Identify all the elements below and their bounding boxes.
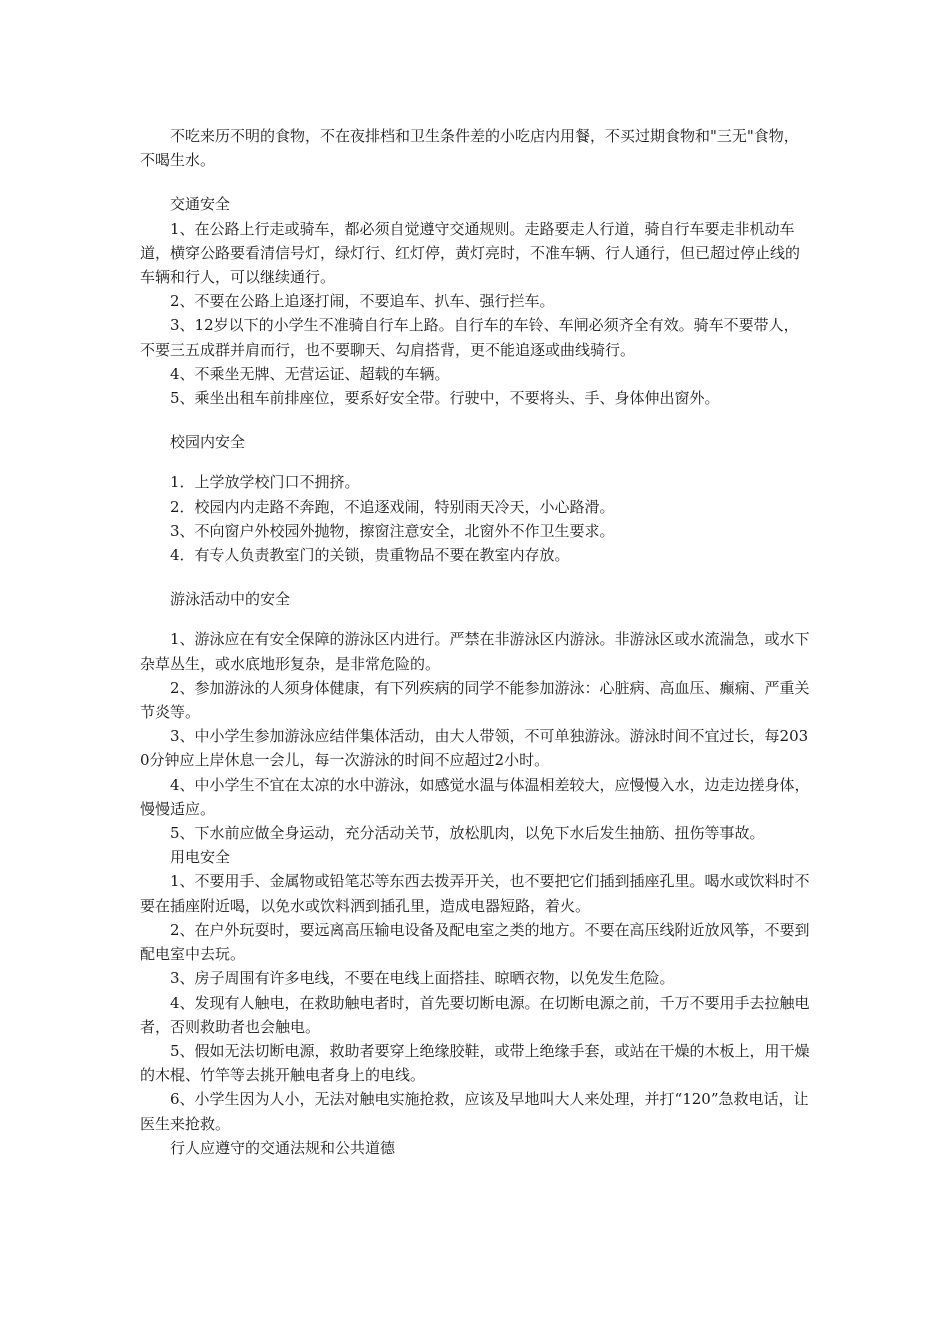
heading-swimming-safety: 游泳活动中的安全 [170, 590, 291, 609]
campus-item: 2．校园内内走路不奔跑，不追逐戏闹，特别雨天冷天，小心路滑。 [170, 497, 615, 516]
swimming-item: 4、中小学生不宜在太凉的水中游泳，如感觉水温与体温相差较大，应慢慢入水，边走边搓身体，慢慢适应。 [140, 775, 810, 818]
heading-campus-safety: 校园内安全 [170, 433, 246, 452]
swimming-item: 3、中小学生参加游泳应结伴集体活动，由大人带领，不可单独游泳。游泳时间不宜过长，每2030分钟应上岸休息一会儿，每一次游泳的时间不应超过2小时。 [140, 727, 809, 770]
spacer [140, 611, 810, 627]
campus-item: 1．上学放学校门口不拥挤。 [170, 473, 360, 492]
swimming-item: 2、参加游泳的人须身体健康，有下列疾病的同学不能参加游泳：心脏病、高血压、癫痫、严重关节炎等。 [140, 678, 810, 722]
electric-item: 4、发现有人触电，在救助触电者时，首先要切断电源。在切断电源之前，千万不要用手去拉触电者，否则救助者也会触电。 [140, 993, 810, 1036]
spacer [140, 567, 810, 587]
traffic-item: 5、乘坐出租车前排座位，要系好安全带。行驶中，不要将头、手、身体伸出窗外。 [170, 389, 720, 408]
campus-item: 4．有专人负责教室门的关锁，贵重物品不要在教室内存放。 [170, 546, 570, 565]
traffic-item: 1、在公路上行走或骑车，都必须自觉遵守交通规则。走路要走人行道，骑自行车要走非机动车道，横穿公路要看清信号灯，绿灯行、红灯停，黄灯亮时，不准车辆、行人通行，但已超过停止线的车辆和行人，可以继续通行。 [140, 219, 801, 287]
electric-item: 6、小学生因为人小，无法对触电实施抢救，应该及早地叫大人来处理，并打“120”急救电话，让医生来抢救。 [140, 1090, 809, 1133]
traffic-item: 2、不要在公路上追逐打闹，不要追车、扒车、强行拦车。 [170, 292, 555, 311]
document-body [140, 124, 810, 1160]
heading-electric-safety: 用电安全 [170, 848, 231, 867]
heading-pedestrian-rules: 行人应遵守的交通法规和公共道德 [170, 1138, 396, 1157]
traffic-item: 3、12岁以下的小学生不准骑自行车上路。自行车的车铃、车闸必须齐全有效。骑车不要带人，不要三五成群并肩而行，也不要聊天、勾肩搭背，更不能追逐或曲线骑行。 [140, 316, 799, 359]
electric-item: 2、在户外玩耍时，要远离高压输电设备及配电室之类的地方。不要在高压线附近放风筝，不要到配电室中去玩。 [140, 920, 810, 964]
electric-item: 1、不要用手、金属物或铅笔芯等东西去拨弄开关，也不要把它们插到插座孔里。喝水或饮料时不要在插座附近喝，以免水或饮料洒到插孔里，造成电器短路，着火。 [140, 872, 810, 915]
spacer [140, 172, 810, 192]
campus-item: 3、不向窗户外校园外抛物，擦窗注意安全，北窗外不作卫生要求。 [170, 521, 615, 540]
spacer [140, 454, 810, 470]
spacer [140, 410, 810, 430]
swimming-item: 5、下水前应做全身运动，充分活动关节，放松肌肉，以免下水后发生抽筋、扭伤等事故。 [170, 824, 765, 843]
electric-item: 3、房子周围有许多电线，不要在电线上面搭挂、晾晒衣物，以免发生危险。 [170, 969, 675, 988]
electric-item: 5、假如无法切断电源，救助者要穿上绝缘胶鞋，或带上绝缘手套，或站在干燥的木板上，用干燥的木棍、竹竿等去挑开触电者身上的电线。 [140, 1041, 810, 1085]
traffic-item: 4、不乘坐无牌、无营运证、超载的车辆。 [170, 364, 450, 383]
heading-traffic-safety: 交通安全 [170, 195, 231, 214]
intro-paragraph: 不吃来历不明的食物，不在夜排档和卫生条件差的小吃店内用餐，不买过期食物和"三无"食物，不喝生水。 [140, 127, 799, 170]
swimming-item: 1、游泳应在有安全保障的游泳区内进行。严禁在非游泳区内游泳。非游泳区或水流湍急，或水下杂草丛生，或水底地形复杂，是非常危险的。 [140, 630, 810, 673]
